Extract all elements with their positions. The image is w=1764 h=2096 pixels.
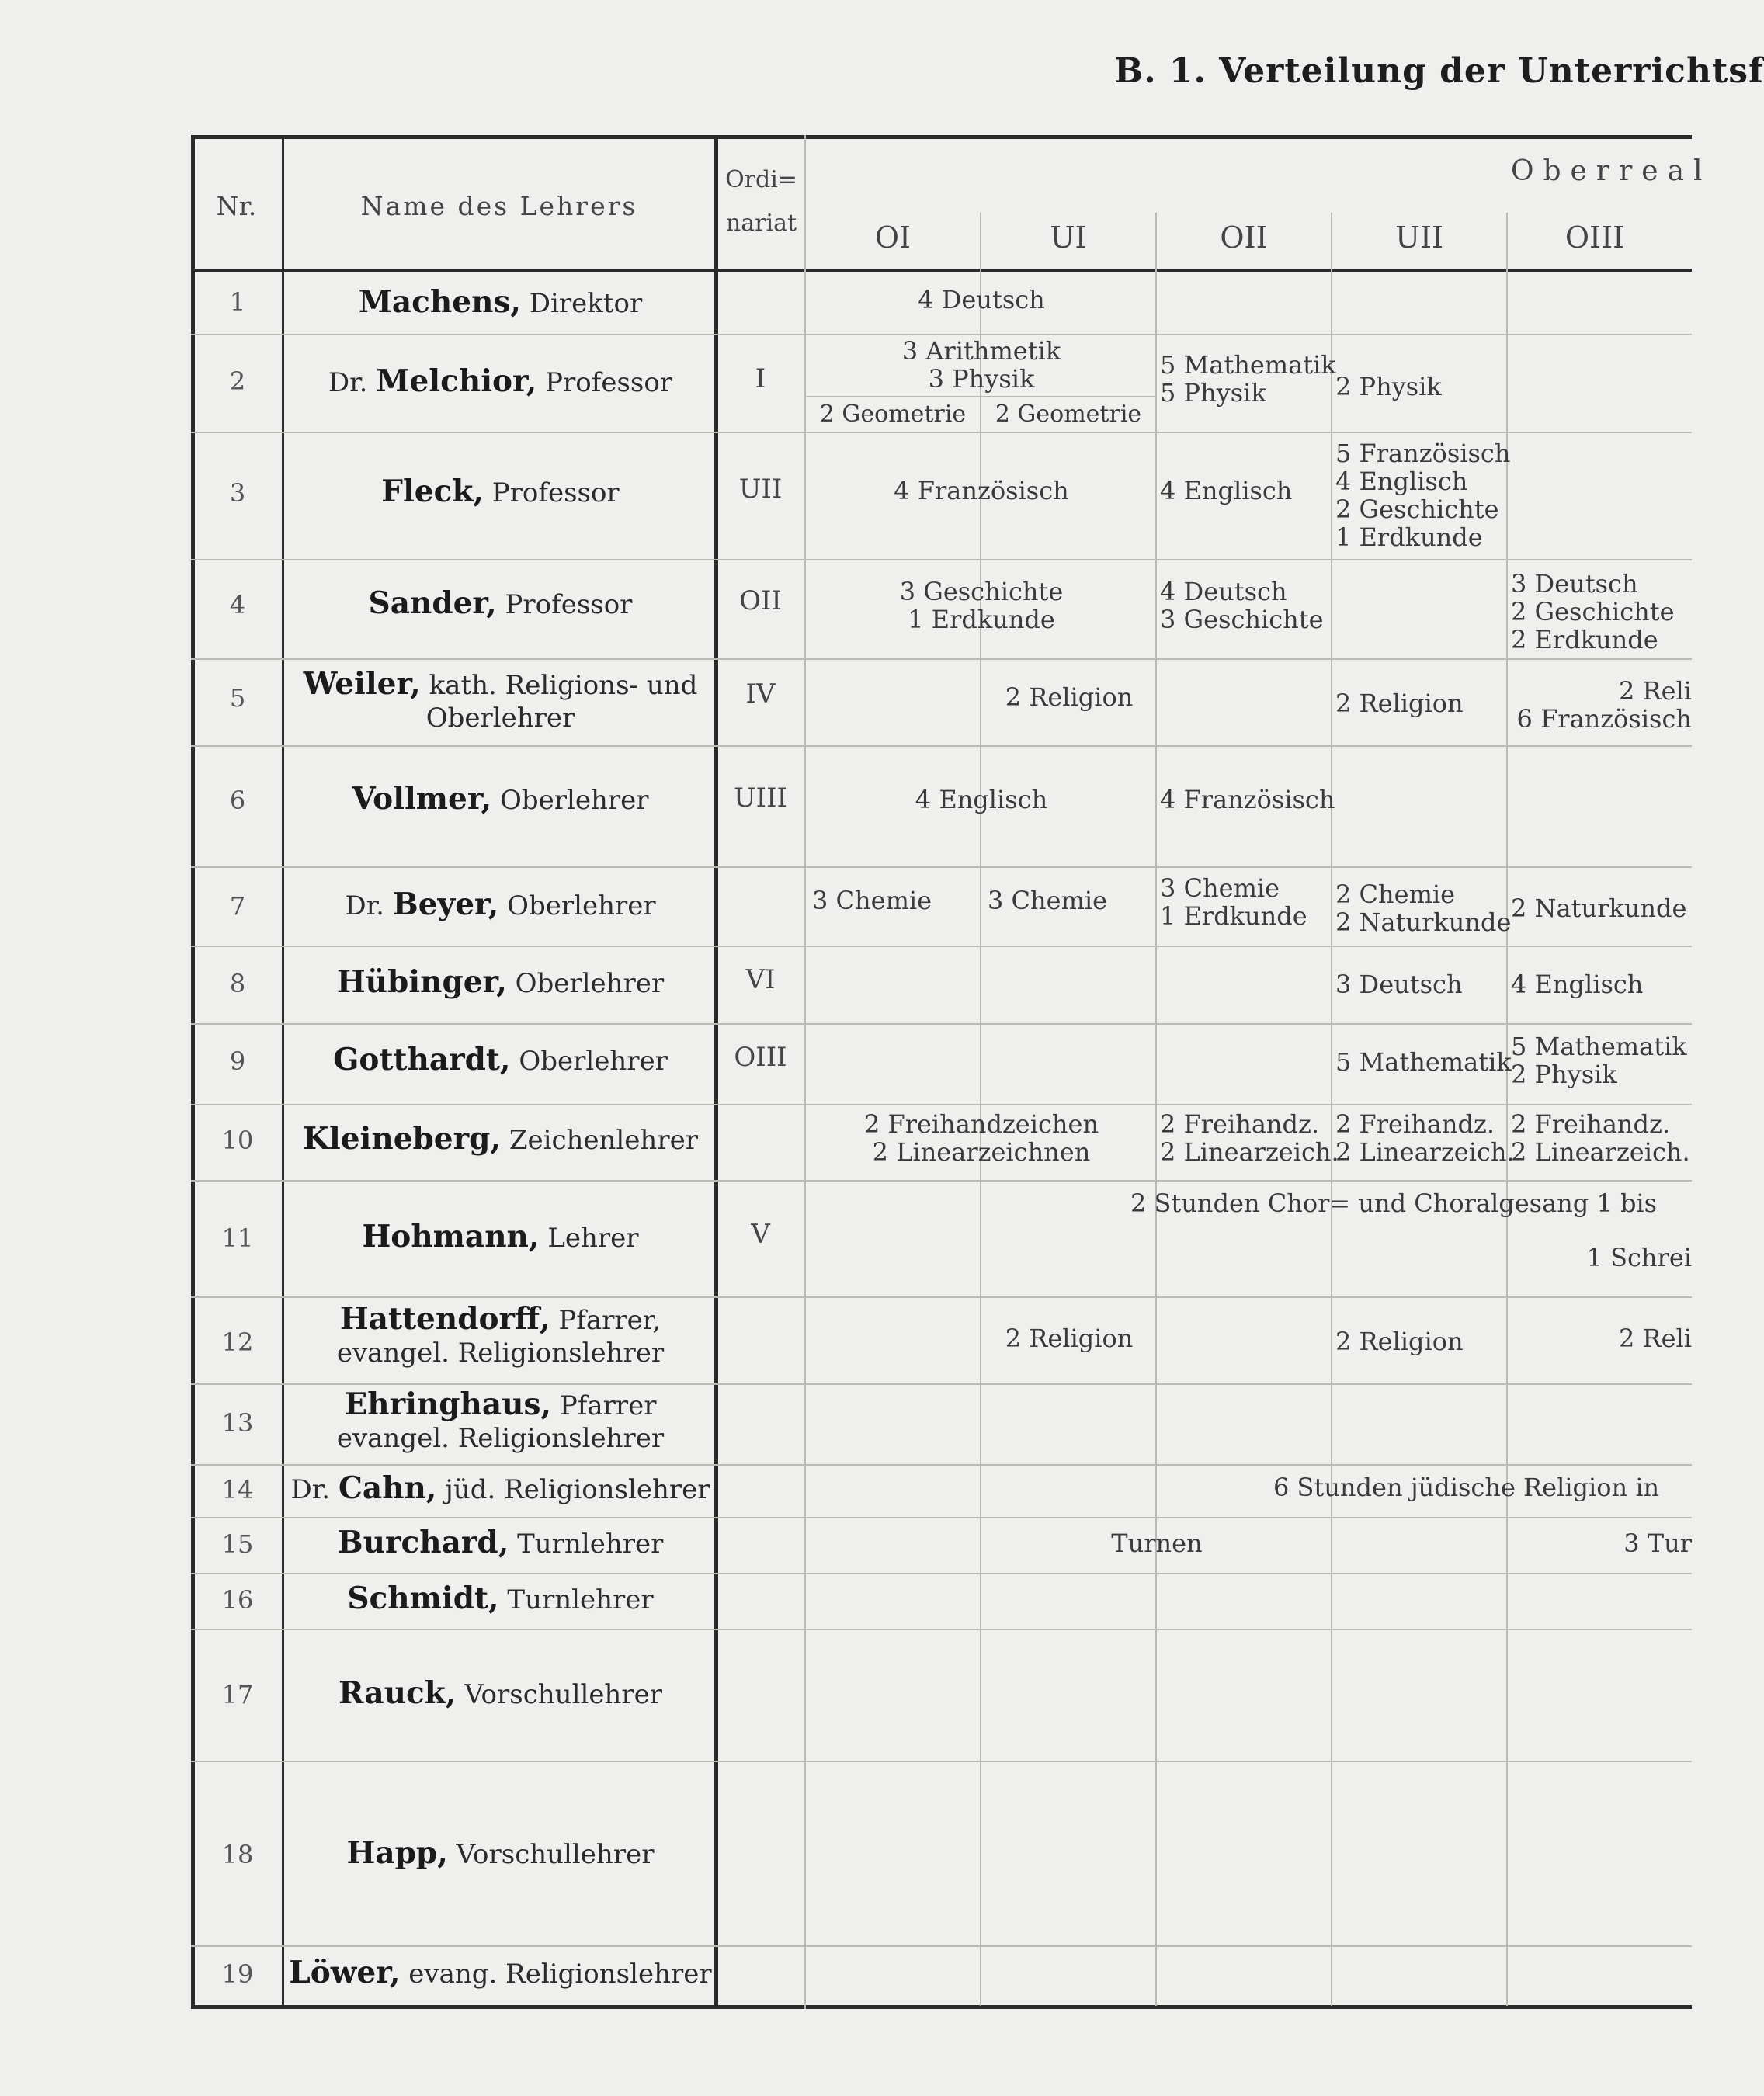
teacher-name: Hohmann, xyxy=(362,1219,540,1254)
row-15-subject: 3 Tur xyxy=(1623,1529,1692,1558)
row-10-nr: 10 xyxy=(221,1126,254,1155)
row-3-subject: 1 Erdkunde xyxy=(1335,522,1483,552)
row-separator xyxy=(191,1023,1692,1025)
row-12-subject: 2 Religion xyxy=(1005,1324,1134,1353)
uii-column-border xyxy=(1506,213,1508,2006)
row-10-subject: 2 Freihandz. xyxy=(1511,1109,1671,1139)
row-10-subject: 2 Linearzeichnen xyxy=(872,1137,1091,1167)
row-4-name xyxy=(284,585,717,622)
row-11-subject: 1 Schrei xyxy=(1586,1243,1692,1272)
row-4-subject: 3 Deutsch xyxy=(1511,569,1638,599)
teacher-name: Weiler, xyxy=(303,666,421,702)
teacher-name: Fleck, xyxy=(381,474,484,509)
row-4-subject: 1 Erdkunde xyxy=(908,605,1055,634)
row-5-subject: 2 Religion xyxy=(1335,689,1464,718)
teacher-role: Pfarrer, xyxy=(558,1305,662,1336)
row-separator xyxy=(191,1383,1692,1385)
teacher-role: evang. Religionslehrer xyxy=(408,1959,712,1990)
row-1-name xyxy=(284,284,717,321)
row-19-nr: 19 xyxy=(221,1959,254,1989)
teacher-role: Turnlehrer xyxy=(517,1529,664,1560)
row-separator xyxy=(191,432,1692,433)
teacher-name: Ehringhaus, xyxy=(344,1386,552,1422)
row-9-subject: 5 Mathematik xyxy=(1335,1047,1512,1077)
geometry-divider xyxy=(806,396,1157,397)
row-12-nr: 12 xyxy=(221,1327,254,1357)
teacher-role-2: evangel. Religionslehrer xyxy=(336,1337,665,1369)
row-9-name xyxy=(284,1042,717,1078)
row-2-name xyxy=(284,363,717,400)
row-11-subject: 2 Stunden Chor= und Choralgesang 1 bis xyxy=(1130,1189,1658,1218)
row-9-subject: 5 Mathematik xyxy=(1511,1032,1687,1061)
row-6-subject: 4 Französisch xyxy=(1160,785,1335,814)
teacher-role-2: Oberlehrer xyxy=(425,702,575,734)
teacher-name: Cahn, xyxy=(338,1470,437,1506)
teacher-role: Professor xyxy=(545,367,673,398)
header-nr: Nr. xyxy=(216,191,257,221)
row-3-subject: 4 Englisch xyxy=(1335,467,1468,496)
header-class-oiii: OIII xyxy=(1564,220,1625,255)
row-5-name xyxy=(284,666,717,734)
row-6-nr: 6 xyxy=(229,786,246,815)
header-ordinariat-2: nariat xyxy=(725,210,797,237)
row-5-subject: 2 Religion xyxy=(1005,682,1134,712)
teaching-distribution-table xyxy=(191,135,1712,2009)
row-6-ordinariat: UIII xyxy=(734,783,787,814)
row-9-nr: 9 xyxy=(229,1046,246,1076)
row-16-nr: 16 xyxy=(221,1585,254,1615)
row-8-nr: 8 xyxy=(229,969,246,998)
row-separator xyxy=(191,1945,1692,1947)
oii-column-border xyxy=(1331,213,1332,2006)
row-2-subject: 2 Physik xyxy=(1335,372,1442,401)
page-title: B. 1. Verteilung der Unterrichtsf xyxy=(1114,51,1764,91)
row-2-subject: 2 Geometrie xyxy=(995,401,1142,428)
row-8-name xyxy=(284,964,717,1001)
teacher-role: Vorschullehrer xyxy=(456,1839,655,1870)
teacher-role: Oberlehrer xyxy=(519,1046,668,1077)
row-13-name xyxy=(284,1386,717,1455)
row-10-subject: 2 Linearzeich. xyxy=(1160,1137,1339,1167)
teacher-name: Happ, xyxy=(346,1835,448,1871)
teacher-role: Pfarrer xyxy=(559,1390,657,1421)
row-14-subject: 6 Stunden jüdische Religion in xyxy=(1273,1473,1660,1502)
row-5-subject: 2 Reli xyxy=(1618,676,1692,706)
row-5-subject: 6 Französisch xyxy=(1516,704,1692,734)
teacher-role: Vorschullehrer xyxy=(464,1679,662,1710)
teacher-name: Löwer, xyxy=(289,1955,401,1990)
row-separator xyxy=(191,1296,1692,1298)
row-3-subject: 4 Französisch xyxy=(894,476,1069,505)
teacher-name: Melchior, xyxy=(376,363,537,399)
row-separator xyxy=(191,745,1692,747)
row-13-nr: 13 xyxy=(221,1408,254,1438)
teacher-role: Turnlehrer xyxy=(507,1584,654,1615)
row-separator xyxy=(191,559,1692,560)
row-10-subject: 2 Linearzeich. xyxy=(1511,1137,1690,1167)
row-7-subject: 2 Naturkunde xyxy=(1335,907,1512,937)
row-separator xyxy=(191,1629,1692,1630)
row-18-name xyxy=(284,1835,717,1872)
row-separator xyxy=(191,1180,1692,1182)
row-9-ordinariat: OIII xyxy=(734,1042,787,1073)
row-2-subject: 3 Physik xyxy=(928,364,1035,394)
teacher-name: Vollmer, xyxy=(352,781,492,817)
row-18-nr: 18 xyxy=(221,1840,254,1869)
row-7-subject: 3 Chemie xyxy=(812,886,932,915)
row-3-subject: 2 Geschichte xyxy=(1335,495,1499,524)
row-10-subject: 2 Freihandzeichen xyxy=(863,1109,1099,1139)
header-class-ui: UI xyxy=(1050,220,1087,255)
teacher-name: Machens, xyxy=(358,284,521,320)
row-4-nr: 4 xyxy=(229,590,246,619)
row-10-name xyxy=(284,1121,717,1157)
row-7-subject: 3 Chemie xyxy=(1160,873,1280,903)
row-7-subject: 2 Chemie xyxy=(1335,880,1456,909)
teacher-name: Hübinger, xyxy=(336,964,507,1000)
row-12-subject: 2 Religion xyxy=(1335,1327,1464,1356)
row-10-subject: 2 Freihandz. xyxy=(1160,1109,1320,1139)
row-12-subject: 2 Reli xyxy=(1618,1324,1692,1353)
row-17-nr: 17 xyxy=(221,1680,254,1709)
row-separator xyxy=(191,1573,1692,1574)
row-4-subject: 3 Geschichte xyxy=(1160,605,1324,634)
teacher-role: Oberlehrer xyxy=(499,785,649,816)
row-9-subject: 2 Physik xyxy=(1511,1060,1617,1089)
row-3-nr: 3 xyxy=(229,478,246,508)
row-2-subject: 3 Arithmetik xyxy=(901,336,1061,366)
row-7-subject: 2 Naturkunde xyxy=(1511,894,1687,923)
row-8-subject: 3 Deutsch xyxy=(1335,970,1463,999)
row-10-subject: 2 Freihandz. xyxy=(1335,1109,1495,1139)
teacher-name: Schmidt, xyxy=(347,1581,499,1616)
row-6-subject: 4 Englisch xyxy=(915,785,1048,814)
teacher-prefix: Dr. xyxy=(345,890,384,921)
row-2-subject: 5 Physik xyxy=(1160,378,1266,408)
teacher-role: Oberlehrer xyxy=(515,968,665,999)
header-class-uii: UII xyxy=(1394,220,1444,255)
teacher-role: Professor xyxy=(505,589,633,620)
row-4-subject: 3 Geschichte xyxy=(899,577,1064,606)
row-8-ordinariat: VI xyxy=(745,964,776,995)
header-ordinariat-1: Ordi= xyxy=(725,166,797,193)
row-separator xyxy=(191,866,1692,868)
row-4-ordinariat: OII xyxy=(739,585,782,616)
row-14-nr: 14 xyxy=(221,1475,254,1504)
row-10-subject: 2 Linearzeich. xyxy=(1335,1137,1515,1167)
teacher-role: Direktor xyxy=(529,288,643,319)
row-7-name xyxy=(284,887,717,923)
teacher-role: Zeichenlehrer xyxy=(509,1125,698,1156)
row-5-nr: 5 xyxy=(229,683,246,713)
teacher-role: jüd. Religionslehrer xyxy=(445,1474,710,1505)
header-school-type: Oberreal xyxy=(1511,155,1712,187)
row-2-subject: 2 Geometrie xyxy=(819,401,967,428)
row-separator xyxy=(191,658,1692,660)
teacher-prefix: Dr. xyxy=(290,1474,331,1505)
table-header-border xyxy=(191,269,1692,272)
row-6-name xyxy=(284,781,717,817)
row-separator xyxy=(191,1464,1692,1466)
teacher-role-2: evangel. Religionslehrer xyxy=(336,1422,665,1454)
header-class-oii: OII xyxy=(1220,220,1268,255)
row-15-name xyxy=(284,1525,717,1561)
row-separator xyxy=(191,1761,1692,1762)
row-4-subject: 4 Deutsch xyxy=(1160,577,1287,606)
row-17-name xyxy=(284,1675,717,1712)
row-15-nr: 15 xyxy=(221,1529,254,1559)
header-name: Name des Lehrers xyxy=(360,191,638,221)
row-12-name xyxy=(284,1301,717,1369)
row-separator xyxy=(191,334,1692,335)
teacher-role: Oberlehrer xyxy=(507,890,656,921)
row-11-nr: 11 xyxy=(221,1223,254,1253)
row-3-ordinariat: UII xyxy=(738,474,783,505)
teacher-name: Gotthardt, xyxy=(333,1042,511,1077)
header-class-oi: OI xyxy=(874,220,912,255)
row-5-ordinariat: IV xyxy=(745,678,776,710)
row-8-subject: 4 Englisch xyxy=(1511,970,1644,999)
row-7-subject: 1 Erdkunde xyxy=(1160,901,1307,931)
row-2-subject: 5 Mathematik xyxy=(1160,350,1336,380)
row-14-name xyxy=(284,1470,717,1507)
row-3-subject: 4 Englisch xyxy=(1160,476,1293,505)
row-separator xyxy=(191,1517,1692,1518)
teacher-prefix: Dr. xyxy=(328,367,368,398)
teacher-name: Sander, xyxy=(368,585,497,621)
row-15-subject: Turnen xyxy=(1111,1529,1203,1558)
teacher-name: Kleineberg, xyxy=(303,1121,502,1157)
row-4-subject: 2 Geschichte xyxy=(1511,597,1675,626)
teacher-name: Hattendorff, xyxy=(339,1301,550,1337)
row-7-nr: 7 xyxy=(229,891,246,921)
row-2-ordinariat: I xyxy=(755,363,766,394)
teacher-role: Professor xyxy=(491,477,620,508)
row-1-nr: 1 xyxy=(229,287,246,317)
row-16-name xyxy=(284,1581,717,1617)
row-1-subject: 4 Deutsch xyxy=(918,285,1045,314)
row-19-name xyxy=(284,1955,717,1991)
teacher-name: Rauck, xyxy=(339,1675,457,1711)
table-bottom-border xyxy=(191,2005,1692,2009)
row-3-name xyxy=(284,474,717,510)
teacher-role: kath. Religions- und xyxy=(429,670,698,701)
teacher-name: Beyer, xyxy=(392,887,499,922)
row-separator xyxy=(191,1104,1692,1105)
table-top-border xyxy=(191,135,1692,139)
row-11-ordinariat: V xyxy=(751,1219,770,1250)
row-2-nr: 2 xyxy=(229,366,246,396)
row-11-name xyxy=(284,1219,717,1255)
teacher-role: Lehrer xyxy=(547,1223,639,1254)
row-3-subject: 5 Französisch xyxy=(1335,439,1511,468)
row-separator xyxy=(191,946,1692,947)
row-4-subject: 2 Erdkunde xyxy=(1511,625,1658,654)
row-7-subject: 3 Chemie xyxy=(988,886,1108,915)
teacher-name: Burchard, xyxy=(337,1525,509,1560)
